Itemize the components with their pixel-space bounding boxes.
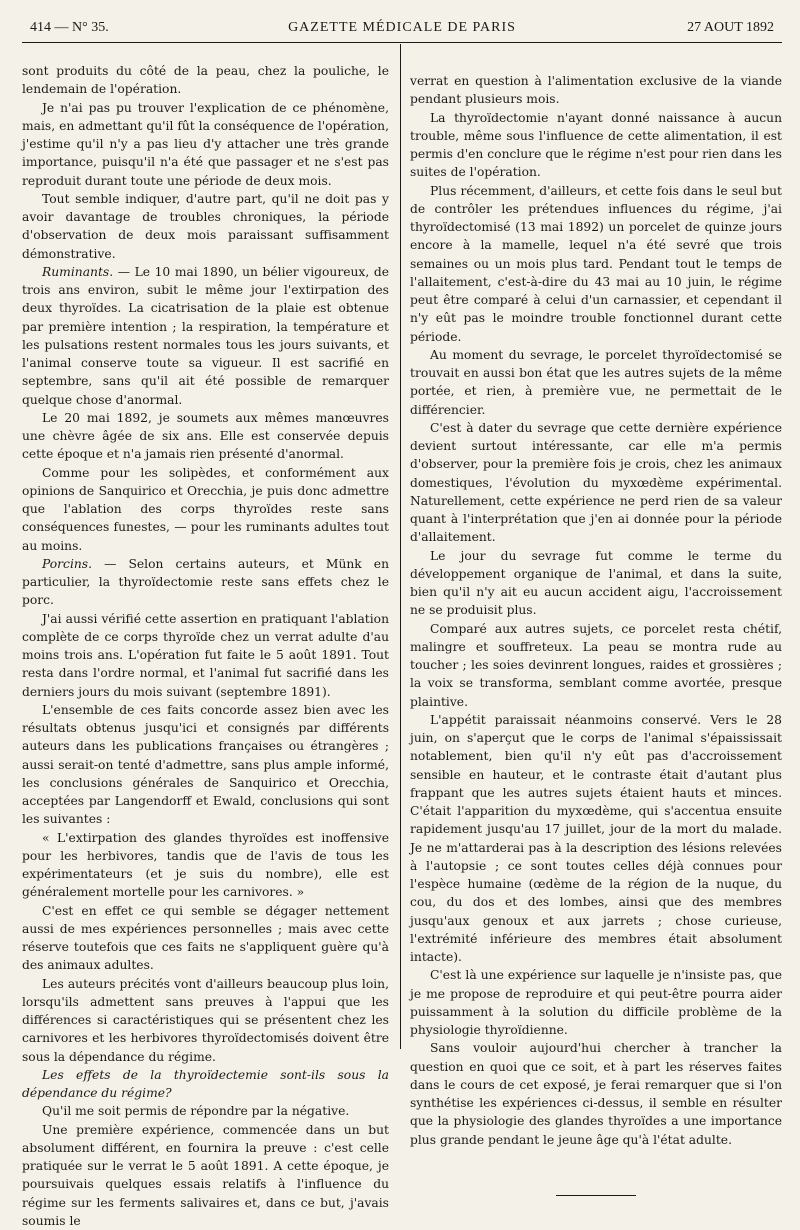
paragraph: C'est là une expérience sur laquelle je n'insiste pas, que je me propose de reproduire et qui peut-être pourra aider puissamment à la solution du difficile problème de la physiologie thyroïdienne.: [410, 966, 782, 1039]
paragraph: Tout semble indiquer, d'autre part, qu'il ne doit pas y avoir davantage de troubles chroniques, la période d'observation de deux mois paraissant suffisamment démonstrative.: [22, 190, 389, 263]
paragraph: Le 20 mai 1892, je soumets aux mêmes manœuvres une chèvre âgée de six ans. Elle est conservée depuis cette époque et n'a jamais rien présenté d'anormal.: [22, 409, 389, 464]
end-rule: [556, 1195, 636, 1196]
paragraph: Le jour du sevrage fut comme le terme du développement organique de l'animal, et dans la suite, bien qu'il n'y ait eu aucun accident aigu, l'accroissement ne se produisit plus.: [410, 547, 782, 620]
paragraph-body: — Selon certains auteurs, et Münk en particulier, la thyroïdectomie reste sans effets chez le porc.: [22, 557, 389, 608]
paragraph: C'est en effet ce qui semble se dégager nettement aussi de mes expériences personnelles ; mais avec cette réserve toutefois que ces faits ne s'appliquent guère qu'à des animaux adultes.: [22, 902, 389, 975]
paragraph: Une première expérience, commencée dans un but absolument différent, en fournira la preuve : c'est celle pratiquée sur le verrat le 5 août 1891. A cette époque, je poursuivais quelques essais relatifs à l'influence du régime sur les ferments salivaires et, dans ce but, j'avais soumis le: [22, 1121, 389, 1230]
quotation: « L'extirpation des glandes thyroïdes est inoffensive pour les herbivores, tandis que de l'avis de tous les expérimentateurs (et je suis du nombre), elle est généralement mortelle pour les carnivores. »: [22, 829, 389, 902]
paragraph: [22, 263, 389, 409]
paragraph: Plus récemment, d'ailleurs, et cette fois dans le seul but de contrôler les prétendues influences du régime, j'ai thyroïdectomisé (13 mai 1892) un porcelet de quinze jours encore à la mamelle, lequel n'a été sevré que trois semaines ou un mois plus tard. Pendant tout le temps de l'allaitement, c'est-à-dire du 43 mai au 10 juin, le régime peut être comparé à celui d'un carnassier, et cependant il n'y eût pas le moindre trouble fonctionnel durant cette période.: [410, 182, 782, 346]
paragraph: L'appétit paraissait néanmoins conservé. Vers le 28 juin, on s'aperçut que le corps de l'animal s'épaississait notablement, bien qu'il n'y eût pas d'accroissement sensible en hauteur, et le contraste était d'autant plus frappant que les autres sujets étaient hauts et minces. C'était l'apparition du myxœdème, qui s'accentua ensuite rapidement jusqu'au 17 juillet, jour de la mort du malade. Je ne m'attarderai pas à la description des lésions relevées à l'autopsie ; ce sont toutes celles déjà connues pour l'espèce humaine (œdème de la région de la nuque, du cou, du dos et des lombes, ainsi que des membres jusqu'aux genoux et aux jarrets ; chose curieuse, l'extrémité inférieure des membres était absolument intacte).: [410, 711, 782, 967]
journal-title: GAZETTE MÉDICALE DE PARIS: [22, 20, 782, 36]
issue-date: 27 AOUT 1892: [687, 20, 774, 36]
paragraph: L'ensemble de ces faits concorde assez bien avec les résultats obtenus jusqu'ici et consignés par différents auteurs dans les publications françaises ou étrangères ; aussi serait-on tenté d'admettre, sans plus ample informé, les conclusions générales de Sanquirico et Orecchia, acceptées par Langendorff et Ewald, conclusions qui sont les suivantes :: [22, 701, 389, 829]
section-question: [22, 1066, 389, 1103]
paragraph: verrat en question à l'alimentation exclusive de la viande pendant plusieurs mois.: [410, 72, 782, 109]
left-column: [22, 62, 389, 1230]
paragraph: Qu'il me soit permis de répondre par la négative.: [22, 1102, 389, 1120]
paragraph: [22, 555, 389, 610]
paragraph: sont produits du côté de la peau, chez la pouliche, le lendemain de l'opération.: [22, 62, 389, 99]
paragraph: Comparé aux autres sujets, ce porcelet resta chétif, malingre et souffreteux. La peau se montra rude au toucher ; les soies devinrent longues, raides et grossières ; la voix se transforma, semblant comme avortée, presque plaintive.: [410, 620, 782, 711]
paragraph: Je n'ai pas pu trouver l'explication de ce phénomène, mais, en admettant qu'il fût la conséquence de l'opération, j'estime qu'il n'y a pas lieu d'y attacher une très grande importance, puisqu'il n'a été que passager et ne s'est pas reproduit durant toute une période de deux mois.: [22, 99, 389, 190]
paragraph: Comme pour les solipèdes, et conformément aux opinions de Sanquirico et Orecchia, je puis donc admettre que l'ablation des corps thyroïdes reste sans conséquences funestes, — pour les ruminants adultes tout au moins.: [22, 464, 389, 555]
page-number: 414 — N° 35.: [30, 20, 109, 36]
section-heading-porcins: Porcins.: [42, 557, 92, 571]
header-rule: [22, 42, 782, 43]
question-text: Les effets de la thyroïdectemie sont-ils sous la dépendance du régime?: [22, 1068, 389, 1100]
paragraph: Sans vouloir aujourd'hui chercher à trancher la question en quoi que ce soit, et à part les réserves faites dans le cours de cet exposé, je ferai remarquer que si l'on synthétise les expériences ci-dessus, il semble en résulter que la physiologie des glandes thyroïdes a une importance plus grande pendant le jeune âge qu'à l'état adulte.: [410, 1039, 782, 1149]
paragraph: Les auteurs précités vont d'ailleurs beaucoup plus loin, lorsqu'ils admettent sans preuves à l'appui que les différences si caractéristiques qui se présentent chez les carnivores et les herbivores thyroïdectomisés doivent être sous la dépendance du régime.: [22, 975, 389, 1066]
page-header: [22, 18, 782, 42]
column-divider: [400, 44, 401, 1049]
section-heading-ruminants: Ruminants.: [42, 265, 113, 279]
right-column: [410, 72, 782, 1196]
paragraph: J'ai aussi vérifié cette assertion en pratiquant l'ablation complète de ce corps thyroïde chez un verrat adulte d'au moins trois ans. L'opération fut faite le 5 août 1891. Tout resta dans l'ordre normal, et l'animal fut sacrifié dans les derniers jours du mois suivant (septembre 1891).: [22, 610, 389, 701]
paragraph: C'est à dater du sevrage que cette dernière expérience devient surtout intéressante, car elle m'a permis d'observer, pour la première fois je crois, chez les animaux domestiques, l'évolution du myxœdème expérimental. Naturellement, cette expérience ne perd rien de sa valeur quant à l'interprétation que j'en ai donnée pour la période d'allaitement.: [410, 419, 782, 547]
paragraph: Au moment du sevrage, le porcelet thyroïdectomisé se trouvait en aussi bon état que les autres sujets de la même portée, et rien, à première vue, ne permettait de le différencier.: [410, 346, 782, 419]
paragraph: La thyroïdectomie n'ayant donné naissance à aucun trouble, même sous l'influence de cette alimentation, il est permis d'en conclure que le régime n'est pour rien dans les suites de l'opération.: [410, 109, 782, 182]
paragraph-body: — Le 10 mai 1890, un bélier vigoureux, de trois ans environ, subit le même jour l'extirpation des deux thyroïdes. La cicatrisation de la plaie est obtenue par première intention ; la respiration, la température et les pulsations restent normales tous les jours suivants, et l'animal conserve toute sa vigueur. Il est sacrifié en septembre, sans qu'il ait été possible de remarquer quelque chose d'anormal.: [22, 265, 389, 407]
